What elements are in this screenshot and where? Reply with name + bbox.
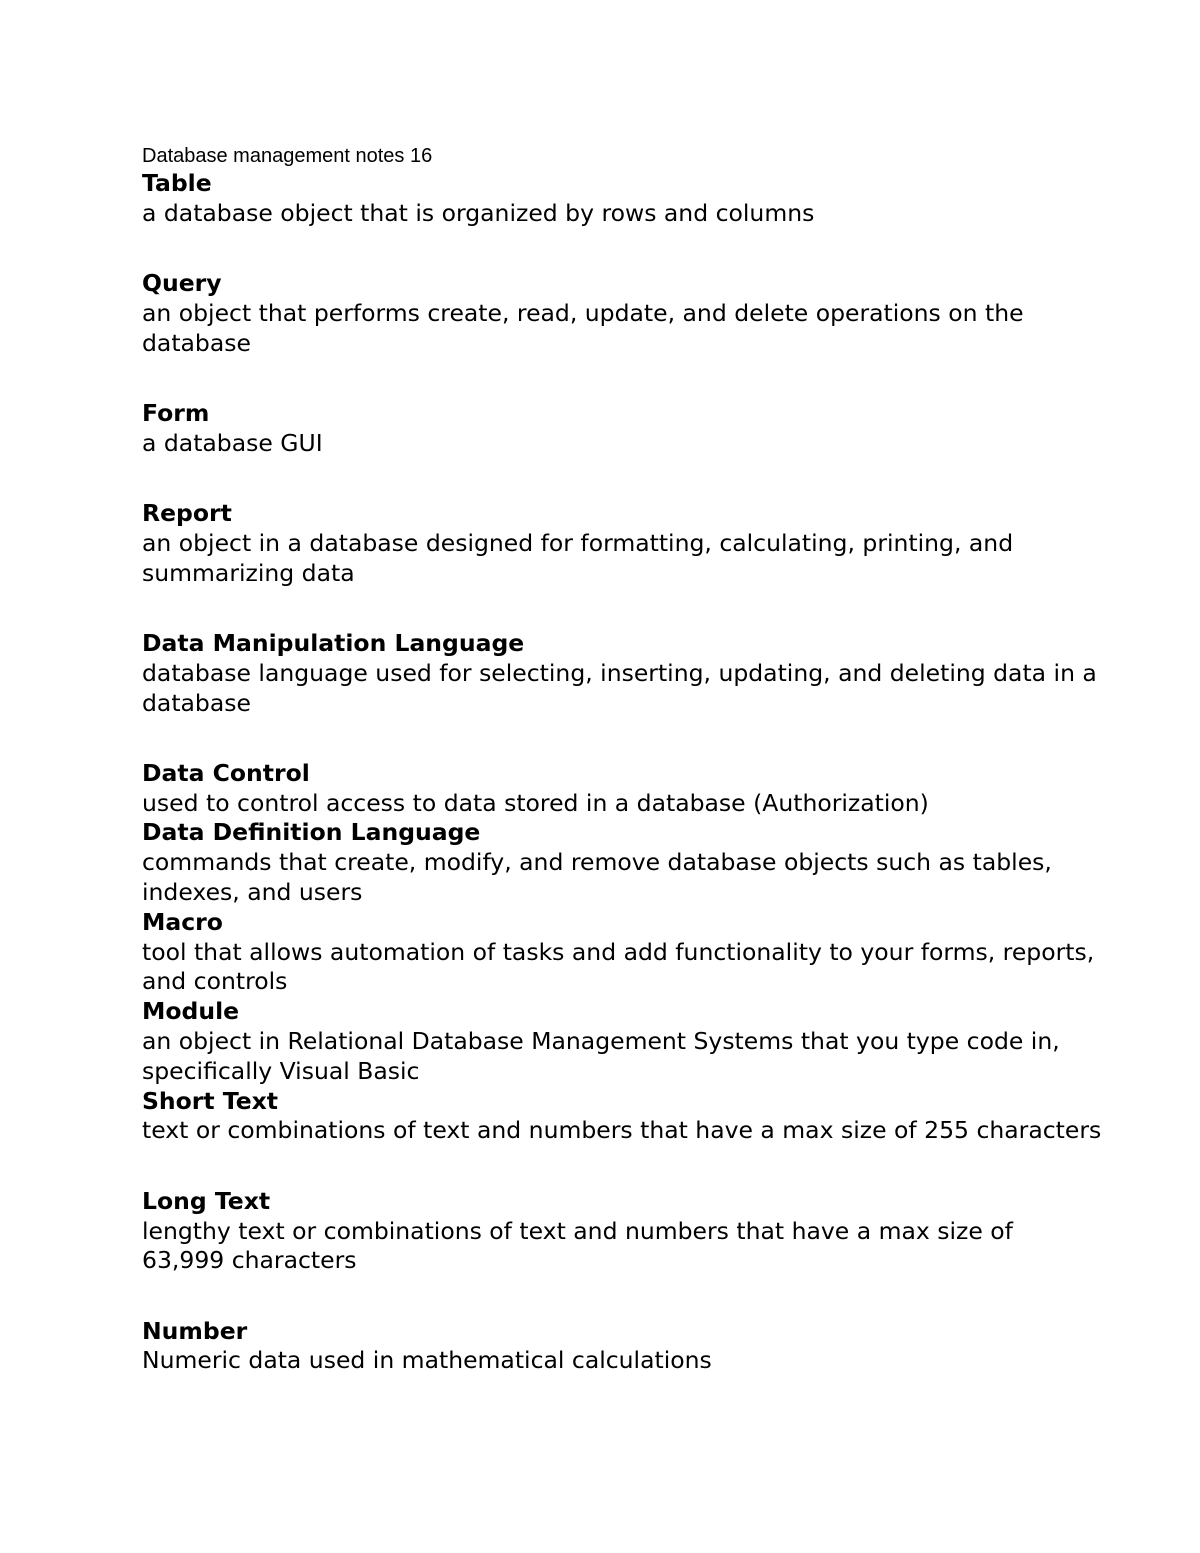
glossary-entry <box>142 908 1102 997</box>
glossary-entry <box>142 1317 1102 1377</box>
term-heading: Form <box>142 398 210 427</box>
term-heading: Data Manipulation Language <box>142 628 525 657</box>
term-definition: commands that create, modify, and remove database objects such as tables, indexes, and users <box>142 848 1052 907</box>
term-heading: Report <box>142 499 232 528</box>
glossary-entry <box>142 169 1102 229</box>
document-title: Database management notes 16 <box>142 145 433 167</box>
glossary-entry <box>142 269 1102 358</box>
term-definition: an object that performs create, read, update, and delete operations on the database <box>142 298 1024 357</box>
glossary-entry <box>142 1087 1102 1147</box>
term-definition: an object in a database designed for formatting, calculating, printing, and summarizing data <box>142 528 1014 587</box>
term-heading: Short Text <box>142 1086 279 1115</box>
glossary-entry <box>142 499 1102 588</box>
term-heading: Number <box>142 1316 248 1345</box>
document-content <box>142 143 1102 1376</box>
glossary-entry <box>142 629 1102 718</box>
term-definition: tool that allows automation of tasks and add functionality to your forms, reports, and controls <box>142 937 1095 996</box>
term-definition: used to control access to data stored in a database (Authorization) <box>142 788 929 817</box>
term-definition: an object in Relational Database Management Systems that you type code in, specifically Visual Basic <box>142 1027 1060 1085</box>
glossary-entry <box>142 818 1102 907</box>
term-heading: Data Definition Language <box>142 818 481 847</box>
term-heading: Data Control <box>142 758 310 787</box>
term-definition: lengthy text or combinations of text and numbers that have a max size of 63,999 characters <box>142 1216 1013 1275</box>
glossary-entry <box>142 997 1102 1086</box>
glossary-entry <box>142 759 1102 819</box>
term-definition: a database object that is organized by rows and columns <box>142 198 815 227</box>
term-definition: text or combinations of text and numbers that have a max size of 255 characters <box>142 1116 1102 1145</box>
term-heading: Query <box>142 269 222 298</box>
glossary-entry <box>142 1187 1102 1276</box>
term-definition: a database GUI <box>142 428 323 457</box>
glossary-entry <box>142 399 1102 459</box>
term-definition: Numeric data used in mathematical calculations <box>142 1346 712 1375</box>
term-heading: Macro <box>142 907 223 936</box>
term-heading: Table <box>142 169 212 197</box>
term-heading: Long Text <box>142 1186 271 1215</box>
term-definition: database language used for selecting, inserting, updating, and deleting data in a database <box>142 658 1097 717</box>
term-heading: Module <box>142 997 240 1026</box>
